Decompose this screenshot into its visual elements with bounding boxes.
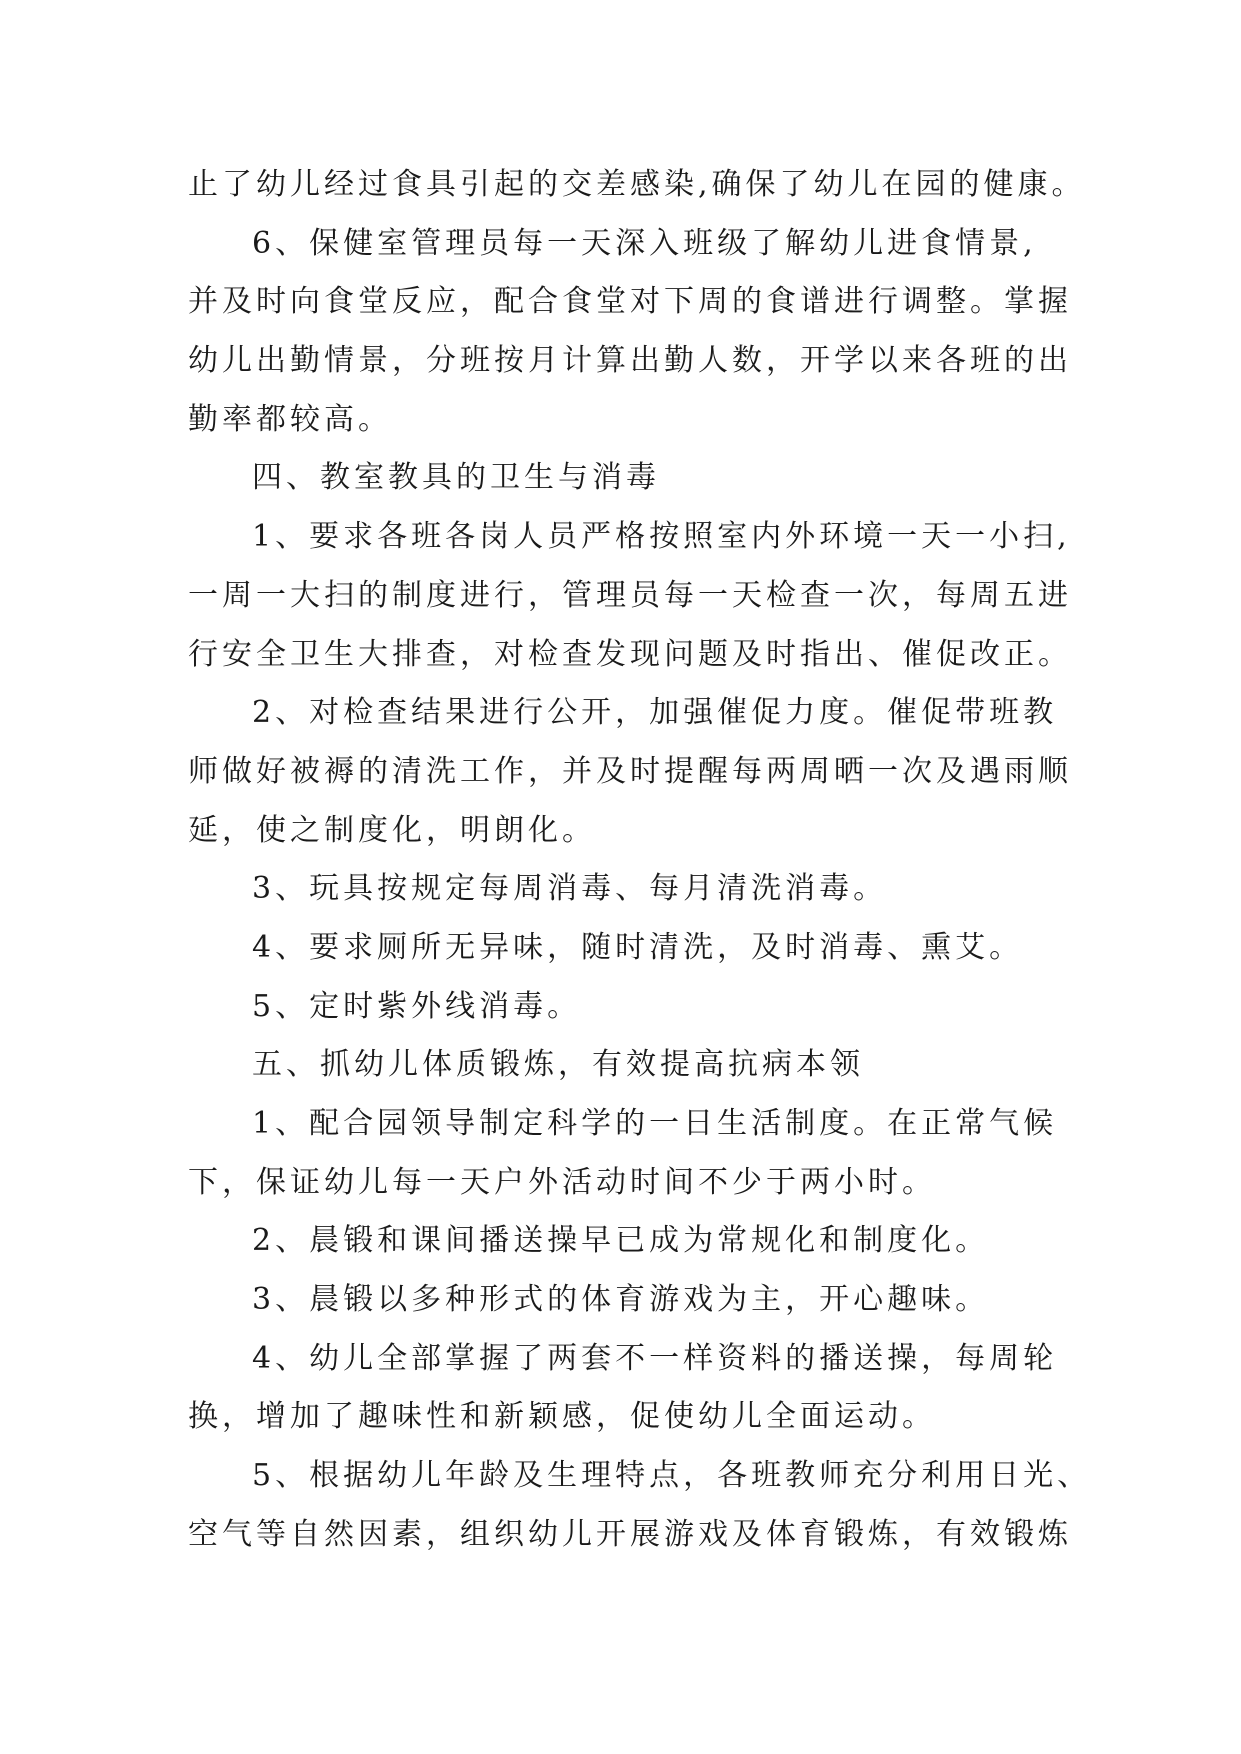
text-line: 2、对检查结果进行公开，加强催促力度。催促带班教 bbox=[252, 695, 1058, 731]
document-body bbox=[188, 156, 1092, 1565]
text-line: 幼儿出勤情景，分班按月计算出勤人数，开学以来各班的出 bbox=[188, 343, 1072, 379]
text-line: 延，使之制度化，明朗化。 bbox=[188, 812, 596, 848]
text-line: 换，增加了趣味性和新颖感，促使幼儿全面运动。 bbox=[188, 1399, 936, 1435]
text-line: 1、要求各班各岗人员严格按照室内外环境一天一小扫, bbox=[252, 519, 1071, 555]
text-line: 3、玩具按规定每周消毒、每月清洗消毒。 bbox=[252, 871, 888, 907]
text-line: 1、配合园领导制定科学的一日生活制度。在正常气候 bbox=[252, 1106, 1058, 1141]
text-line: 5、定时紫外线消毒。 bbox=[252, 988, 582, 1024]
text-line: 4、要求厕所无异味，随时清洗，及时消毒、熏艾。 bbox=[252, 929, 1024, 965]
text-line: 行安全卫生大排查，对检查发现问题及时指出、催促改正。 bbox=[188, 636, 1072, 672]
text-line: 2、晨锻和课间播送操早已成为常规化和制度化。 bbox=[252, 1223, 990, 1259]
text-line: 下，保证幼儿每一天户外活动时间不少于两小时。 bbox=[188, 1164, 936, 1200]
text-line: 3、晨锻以多种形式的体育游戏为主，开心趣味。 bbox=[252, 1282, 990, 1318]
text-line: 空气等自然因素，组织幼儿开展游戏及体育锻炼，有效锻炼 bbox=[188, 1516, 1072, 1552]
text-line: 6、保健室管理员每一天深入班级了解幼儿进食情景, bbox=[252, 225, 1037, 261]
text-line: 止了幼儿经过食具引起的交差感染,确保了幼儿在园的健康。 bbox=[188, 167, 1086, 202]
text-line: 勤率都较高。 bbox=[188, 401, 392, 437]
text-line: 4、幼儿全部掌握了两套不一样资料的播送操，每周轮 bbox=[252, 1340, 1058, 1376]
text-line: 并及时向食堂反应，配合食堂对下周的食谱进行调整。掌握 bbox=[188, 284, 1072, 320]
text-line: 四、教室教具的卫生与消毒 bbox=[252, 460, 660, 496]
text-line: 5、根据幼儿年龄及生理特点，各班教师充分利用日光、 bbox=[252, 1458, 1092, 1494]
text-line: 师做好被褥的清洗工作，并及时提醒每两周晒一次及遇雨顺 bbox=[188, 753, 1072, 789]
text-line: 五、抓幼儿体质锻炼，有效提高抗病本领 bbox=[252, 1047, 864, 1083]
text-line: 一周一大扫的制度进行，管理员每一天检查一次，每周五进 bbox=[188, 577, 1072, 613]
